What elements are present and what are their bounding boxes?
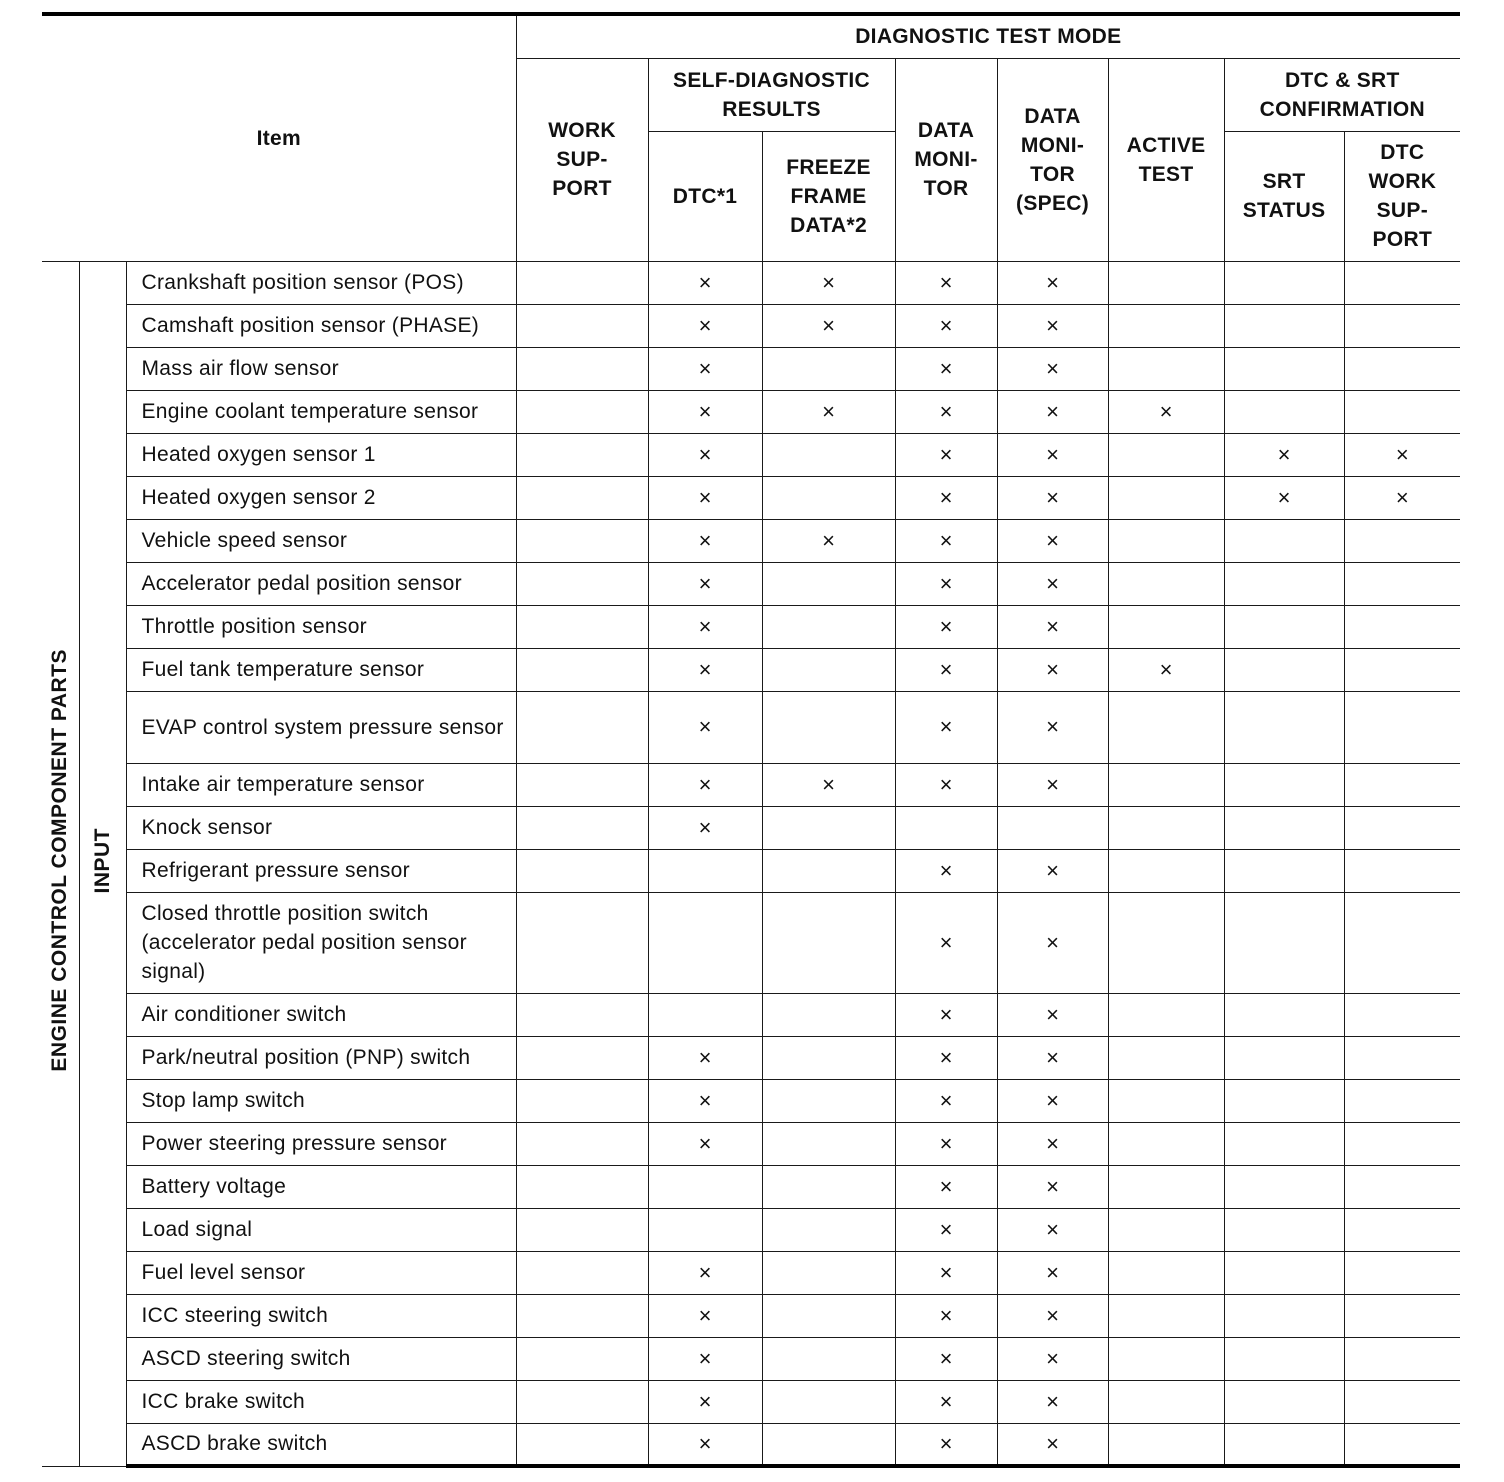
mark-cell-srt_status: [1224, 519, 1344, 562]
diagnostic-test-mode-header: DIAGNOSTIC TEST MODE: [516, 14, 1460, 58]
table-row: [42, 1122, 1460, 1165]
mark-cell-freeze_frame: [762, 562, 895, 605]
item-name-cell: Intake air temperature sensor: [126, 763, 516, 806]
mark-cell-data_monitor_spec: ×: [997, 1423, 1108, 1466]
mark-cell-data_monitor_spec: ×: [997, 1079, 1108, 1122]
mark-cell-srt_status: [1224, 1079, 1344, 1122]
mark-cell-data_monitor: [895, 806, 997, 849]
mark-cell-work_support: [516, 1251, 648, 1294]
mark-cell-data_monitor: ×: [895, 304, 997, 347]
mark-cell-work_support: [516, 1036, 648, 1079]
table-row: [42, 1380, 1460, 1423]
mark-cell-dtc: [648, 849, 762, 892]
item-name-cell: ASCD steering switch: [126, 1337, 516, 1380]
mark-cell-data_monitor_spec: ×: [997, 849, 1108, 892]
mark-cell-data_monitor: ×: [895, 1423, 997, 1466]
mark-cell-dtc: ×: [648, 433, 762, 476]
mark-cell-active_test: ×: [1108, 648, 1224, 691]
mark-cell-dtc: ×: [648, 1122, 762, 1165]
mark-cell-srt_status: [1224, 390, 1344, 433]
mark-cell-srt_status: ×: [1224, 476, 1344, 519]
mark-cell-active_test: [1108, 691, 1224, 763]
mark-cell-work_support: [516, 605, 648, 648]
mark-cell-dtc: ×: [648, 1294, 762, 1337]
table-row: [42, 691, 1460, 763]
mark-cell-work_support: [516, 849, 648, 892]
mark-cell-active_test: [1108, 1251, 1224, 1294]
mark-cell-dtc_work_support: [1344, 993, 1460, 1036]
mark-cell-data_monitor: ×: [895, 1251, 997, 1294]
mark-cell-dtc_work_support: [1344, 806, 1460, 849]
data-monitor-header: DATA MONI- TOR: [895, 58, 997, 261]
mark-cell-data_monitor: ×: [895, 1079, 997, 1122]
mark-cell-data_monitor_spec: [997, 806, 1108, 849]
mark-cell-srt_status: [1224, 304, 1344, 347]
table-row: [42, 261, 1460, 304]
mark-cell-data_monitor: ×: [895, 849, 997, 892]
mark-cell-freeze_frame: [762, 1165, 895, 1208]
item-name-cell: Closed throttle position switch (accelerator pedal position sensor signal): [126, 892, 516, 993]
mark-cell-data_monitor_spec: ×: [997, 763, 1108, 806]
mark-cell-data_monitor_spec: ×: [997, 892, 1108, 993]
item-name-cell: Heated oxygen sensor 1: [126, 433, 516, 476]
mark-cell-freeze_frame: [762, 1036, 895, 1079]
mark-cell-dtc_work_support: [1344, 347, 1460, 390]
mark-cell-active_test: [1108, 892, 1224, 993]
mark-cell-dtc: ×: [648, 806, 762, 849]
mark-cell-dtc_work_support: [1344, 1294, 1460, 1337]
mark-cell-dtc_work_support: [1344, 1036, 1460, 1079]
item-name-cell: Knock sensor: [126, 806, 516, 849]
mark-cell-dtc_work_support: [1344, 1251, 1460, 1294]
mark-cell-work_support: [516, 347, 648, 390]
mark-cell-data_monitor_spec: ×: [997, 1122, 1108, 1165]
mark-cell-data_monitor: ×: [895, 605, 997, 648]
mark-cell-freeze_frame: [762, 1208, 895, 1251]
mark-cell-srt_status: [1224, 1036, 1344, 1079]
table-row: [42, 648, 1460, 691]
mark-cell-freeze_frame: [762, 1423, 895, 1466]
mark-cell-dtc: ×: [648, 519, 762, 562]
mark-cell-work_support: [516, 1079, 648, 1122]
mark-cell-srt_status: [1224, 605, 1344, 648]
mark-cell-srt_status: [1224, 1251, 1344, 1294]
mark-cell-dtc: [648, 1165, 762, 1208]
mark-cell-data_monitor: ×: [895, 562, 997, 605]
item-name-cell: Power steering pressure sensor: [126, 1122, 516, 1165]
mark-cell-freeze_frame: [762, 1251, 895, 1294]
mark-cell-dtc_work_support: [1344, 562, 1460, 605]
mark-cell-active_test: [1108, 1036, 1224, 1079]
mark-cell-work_support: [516, 1337, 648, 1380]
mark-cell-active_test: [1108, 347, 1224, 390]
mark-cell-dtc_work_support: [1344, 1122, 1460, 1165]
mark-cell-work_support: [516, 648, 648, 691]
mark-cell-active_test: [1108, 1079, 1224, 1122]
data-monitor-spec-header: DATA MONI- TOR (SPEC): [997, 58, 1108, 261]
mark-cell-dtc: ×: [648, 1380, 762, 1423]
mark-cell-freeze_frame: [762, 476, 895, 519]
mark-cell-srt_status: [1224, 648, 1344, 691]
mark-cell-active_test: [1108, 1165, 1224, 1208]
item-name-cell: Engine coolant temperature sensor: [126, 390, 516, 433]
mark-cell-freeze_frame: [762, 849, 895, 892]
table-row: [42, 1036, 1460, 1079]
group-label: ENGINE CONTROL COMPONENT PARTS: [48, 649, 72, 1072]
freeze-frame-data-header: FREEZE FRAME DATA*2: [762, 131, 895, 261]
table-row: [42, 849, 1460, 892]
mark-cell-freeze_frame: [762, 605, 895, 648]
mark-cell-work_support: [516, 1122, 648, 1165]
dtc-work-support-header: DTC WORK SUP- PORT: [1344, 131, 1460, 261]
mark-cell-data_monitor_spec: ×: [997, 1380, 1108, 1423]
mark-cell-dtc: ×: [648, 476, 762, 519]
mark-cell-data_monitor_spec: ×: [997, 1337, 1108, 1380]
mark-cell-work_support: [516, 1423, 648, 1466]
mark-cell-freeze_frame: [762, 1079, 895, 1122]
mark-cell-dtc_work_support: ×: [1344, 476, 1460, 519]
mark-cell-freeze_frame: ×: [762, 519, 895, 562]
mark-cell-work_support: [516, 1294, 648, 1337]
mark-cell-srt_status: ×: [1224, 433, 1344, 476]
table-row: [42, 304, 1460, 347]
mark-cell-data_monitor: ×: [895, 763, 997, 806]
mark-cell-active_test: [1108, 261, 1224, 304]
mark-cell-dtc: [648, 993, 762, 1036]
mark-cell-data_monitor_spec: ×: [997, 1251, 1108, 1294]
mark-cell-srt_status: [1224, 691, 1344, 763]
mark-cell-srt_status: [1224, 562, 1344, 605]
item-header: Item: [42, 14, 516, 261]
item-name-cell: Air conditioner switch: [126, 993, 516, 1036]
item-name-cell: ICC steering switch: [126, 1294, 516, 1337]
mark-cell-data_monitor_spec: ×: [997, 1208, 1108, 1251]
mark-cell-freeze_frame: ×: [762, 261, 895, 304]
mark-cell-data_monitor: ×: [895, 347, 997, 390]
mark-cell-data_monitor_spec: ×: [997, 605, 1108, 648]
mark-cell-active_test: [1108, 519, 1224, 562]
item-name-cell: Camshaft position sensor (PHASE): [126, 304, 516, 347]
mark-cell-dtc_work_support: [1344, 1208, 1460, 1251]
mark-cell-data_monitor: ×: [895, 892, 997, 993]
mark-cell-active_test: ×: [1108, 390, 1224, 433]
table-row: [42, 476, 1460, 519]
mark-cell-srt_status: [1224, 763, 1344, 806]
mark-cell-data_monitor_spec: ×: [997, 993, 1108, 1036]
mark-cell-active_test: [1108, 1294, 1224, 1337]
mark-cell-dtc: ×: [648, 1079, 762, 1122]
item-name-cell: Battery voltage: [126, 1165, 516, 1208]
mark-cell-dtc: ×: [648, 648, 762, 691]
mark-cell-data_monitor: ×: [895, 691, 997, 763]
mark-cell-dtc_work_support: [1344, 605, 1460, 648]
mark-cell-data_monitor: ×: [895, 390, 997, 433]
mark-cell-dtc: [648, 1208, 762, 1251]
mark-cell-dtc: ×: [648, 763, 762, 806]
table-row: [42, 1251, 1460, 1294]
item-name-cell: Park/neutral position (PNP) switch: [126, 1036, 516, 1079]
table-row: [42, 1079, 1460, 1122]
mark-cell-dtc: ×: [648, 691, 762, 763]
mark-cell-data_monitor: ×: [895, 1122, 997, 1165]
mark-cell-srt_status: [1224, 1294, 1344, 1337]
table-body: [42, 261, 1460, 1466]
mark-cell-active_test: [1108, 1337, 1224, 1380]
subgroup-label: INPUT: [90, 827, 114, 894]
mark-cell-freeze_frame: [762, 347, 895, 390]
mark-cell-dtc_work_support: [1344, 1165, 1460, 1208]
item-name-cell: Mass air flow sensor: [126, 347, 516, 390]
mark-cell-active_test: [1108, 763, 1224, 806]
mark-cell-srt_status: [1224, 1337, 1344, 1380]
mark-cell-dtc_work_support: [1344, 648, 1460, 691]
mark-cell-work_support: [516, 304, 648, 347]
mark-cell-dtc: ×: [648, 390, 762, 433]
mark-cell-work_support: [516, 691, 648, 763]
mark-cell-data_monitor_spec: ×: [997, 1294, 1108, 1337]
table-header: [42, 14, 1460, 261]
item-name-cell: ICC brake switch: [126, 1380, 516, 1423]
mark-cell-dtc_work_support: [1344, 1423, 1460, 1466]
mark-cell-active_test: [1108, 806, 1224, 849]
mark-cell-work_support: [516, 806, 648, 849]
table-row: [42, 1165, 1460, 1208]
mark-cell-data_monitor_spec: ×: [997, 691, 1108, 763]
item-name-cell: Accelerator pedal position sensor: [126, 562, 516, 605]
table-row: [42, 1337, 1460, 1380]
table-row: [42, 1294, 1460, 1337]
mark-cell-data_monitor_spec: ×: [997, 1165, 1108, 1208]
table-row: [42, 1208, 1460, 1251]
diagnostic-mode-table-page: [42, 12, 1460, 1468]
mark-cell-data_monitor_spec: ×: [997, 347, 1108, 390]
item-name-cell: Throttle position sensor: [126, 605, 516, 648]
mark-cell-freeze_frame: [762, 433, 895, 476]
mark-cell-freeze_frame: ×: [762, 304, 895, 347]
mark-cell-freeze_frame: [762, 993, 895, 1036]
mark-cell-data_monitor: ×: [895, 433, 997, 476]
mark-cell-dtc_work_support: [1344, 763, 1460, 806]
mark-cell-srt_status: [1224, 892, 1344, 993]
mark-cell-dtc: ×: [648, 347, 762, 390]
table-row: [42, 519, 1460, 562]
dtc-header: DTC*1: [648, 131, 762, 261]
mark-cell-work_support: [516, 476, 648, 519]
table-row: [42, 562, 1460, 605]
mark-cell-work_support: [516, 1208, 648, 1251]
mark-cell-freeze_frame: [762, 1380, 895, 1423]
mark-cell-active_test: [1108, 433, 1224, 476]
mark-cell-dtc_work_support: [1344, 849, 1460, 892]
mark-cell-work_support: [516, 390, 648, 433]
mark-cell-freeze_frame: [762, 1294, 895, 1337]
mark-cell-active_test: [1108, 849, 1224, 892]
mark-cell-dtc: ×: [648, 1423, 762, 1466]
mark-cell-work_support: [516, 562, 648, 605]
table-row: [42, 390, 1460, 433]
mark-cell-dtc_work_support: [1344, 261, 1460, 304]
mark-cell-active_test: [1108, 476, 1224, 519]
item-name-cell: Refrigerant pressure sensor: [126, 849, 516, 892]
work-support-header: WORK SUP- PORT: [516, 58, 648, 261]
mark-cell-dtc: ×: [648, 605, 762, 648]
mark-cell-data_monitor_spec: ×: [997, 261, 1108, 304]
mark-cell-dtc_work_support: [1344, 304, 1460, 347]
mark-cell-data_monitor_spec: ×: [997, 562, 1108, 605]
mark-cell-active_test: [1108, 1380, 1224, 1423]
mark-cell-dtc_work_support: [1344, 1380, 1460, 1423]
table-row: [42, 763, 1460, 806]
mark-cell-data_monitor: ×: [895, 519, 997, 562]
mark-cell-work_support: [516, 892, 648, 993]
mark-cell-dtc_work_support: ×: [1344, 433, 1460, 476]
mark-cell-data_monitor: ×: [895, 1380, 997, 1423]
mark-cell-freeze_frame: ×: [762, 763, 895, 806]
mark-cell-data_monitor_spec: ×: [997, 304, 1108, 347]
mark-cell-freeze_frame: [762, 648, 895, 691]
mark-cell-work_support: [516, 433, 648, 476]
mark-cell-srt_status: [1224, 993, 1344, 1036]
mark-cell-freeze_frame: [762, 691, 895, 763]
mark-cell-active_test: [1108, 562, 1224, 605]
mark-cell-active_test: [1108, 1208, 1224, 1251]
mark-cell-dtc_work_support: [1344, 1337, 1460, 1380]
mark-cell-dtc: ×: [648, 562, 762, 605]
mark-cell-data_monitor: ×: [895, 648, 997, 691]
mark-cell-srt_status: [1224, 1423, 1344, 1466]
diagnostic-test-mode-table: [42, 12, 1460, 1468]
table-row: [42, 433, 1460, 476]
mark-cell-dtc_work_support: [1344, 390, 1460, 433]
mark-cell-active_test: [1108, 1423, 1224, 1466]
mark-cell-data_monitor_spec: ×: [997, 519, 1108, 562]
item-name-cell: Load signal: [126, 1208, 516, 1251]
mark-cell-freeze_frame: ×: [762, 390, 895, 433]
item-name-cell: Crankshaft position sensor (POS): [126, 261, 516, 304]
mark-cell-freeze_frame: [762, 892, 895, 993]
table-row: [42, 1423, 1460, 1466]
table-row: [42, 892, 1460, 993]
mark-cell-active_test: [1108, 993, 1224, 1036]
dtc-srt-confirmation-header: DTC & SRT CONFIRMATION: [1224, 58, 1460, 131]
mark-cell-dtc_work_support: [1344, 691, 1460, 763]
mark-cell-srt_status: [1224, 849, 1344, 892]
mark-cell-work_support: [516, 1165, 648, 1208]
mark-cell-active_test: [1108, 304, 1224, 347]
mark-cell-freeze_frame: [762, 1122, 895, 1165]
mark-cell-work_support: [516, 763, 648, 806]
mark-cell-data_monitor: ×: [895, 1036, 997, 1079]
mark-cell-work_support: [516, 519, 648, 562]
mark-cell-data_monitor: ×: [895, 1337, 997, 1380]
mark-cell-srt_status: [1224, 1122, 1344, 1165]
mark-cell-srt_status: [1224, 261, 1344, 304]
mark-cell-dtc: [648, 892, 762, 993]
mark-cell-data_monitor_spec: ×: [997, 476, 1108, 519]
mark-cell-data_monitor: ×: [895, 476, 997, 519]
mark-cell-work_support: [516, 261, 648, 304]
item-name-cell: Fuel level sensor: [126, 1251, 516, 1294]
group-label-cell: [42, 261, 79, 1466]
table-row: [42, 993, 1460, 1036]
mark-cell-dtc: ×: [648, 1337, 762, 1380]
mark-cell-data_monitor_spec: ×: [997, 1036, 1108, 1079]
mark-cell-data_monitor: ×: [895, 1165, 997, 1208]
table-row: [42, 347, 1460, 390]
item-name-cell: ASCD brake switch: [126, 1423, 516, 1466]
item-name-cell: Stop lamp switch: [126, 1079, 516, 1122]
mark-cell-srt_status: [1224, 806, 1344, 849]
item-name-cell: Fuel tank temperature sensor: [126, 648, 516, 691]
mark-cell-dtc: ×: [648, 261, 762, 304]
mark-cell-work_support: [516, 993, 648, 1036]
mark-cell-data_monitor: ×: [895, 261, 997, 304]
mark-cell-dtc_work_support: [1344, 1079, 1460, 1122]
mark-cell-srt_status: [1224, 347, 1344, 390]
mark-cell-data_monitor_spec: ×: [997, 648, 1108, 691]
mark-cell-freeze_frame: [762, 806, 895, 849]
table-row: [42, 806, 1460, 849]
mark-cell-srt_status: [1224, 1165, 1344, 1208]
mark-cell-data_monitor: ×: [895, 1294, 997, 1337]
active-test-header: ACTIVE TEST: [1108, 58, 1224, 261]
mark-cell-data_monitor: ×: [895, 1208, 997, 1251]
mark-cell-data_monitor_spec: ×: [997, 390, 1108, 433]
item-name-cell: Vehicle speed sensor: [126, 519, 516, 562]
mark-cell-data_monitor: ×: [895, 993, 997, 1036]
mark-cell-srt_status: [1224, 1380, 1344, 1423]
mark-cell-work_support: [516, 1380, 648, 1423]
item-name-cell: Heated oxygen sensor 2: [126, 476, 516, 519]
item-name-cell: EVAP control system pressure sensor: [126, 691, 516, 763]
mark-cell-dtc_work_support: [1344, 519, 1460, 562]
mark-cell-freeze_frame: [762, 1337, 895, 1380]
mark-cell-dtc: ×: [648, 304, 762, 347]
mark-cell-dtc: ×: [648, 1251, 762, 1294]
mark-cell-dtc_work_support: [1344, 892, 1460, 993]
mark-cell-dtc: ×: [648, 1036, 762, 1079]
mark-cell-data_monitor_spec: ×: [997, 433, 1108, 476]
mark-cell-active_test: [1108, 1122, 1224, 1165]
table-row: [42, 605, 1460, 648]
srt-status-header: SRT STATUS: [1224, 131, 1344, 261]
subgroup-label-cell: [79, 261, 126, 1466]
mark-cell-active_test: [1108, 605, 1224, 648]
self-diagnostic-results-header: SELF-DIAGNOSTIC RESULTS: [648, 58, 895, 131]
mark-cell-srt_status: [1224, 1208, 1344, 1251]
